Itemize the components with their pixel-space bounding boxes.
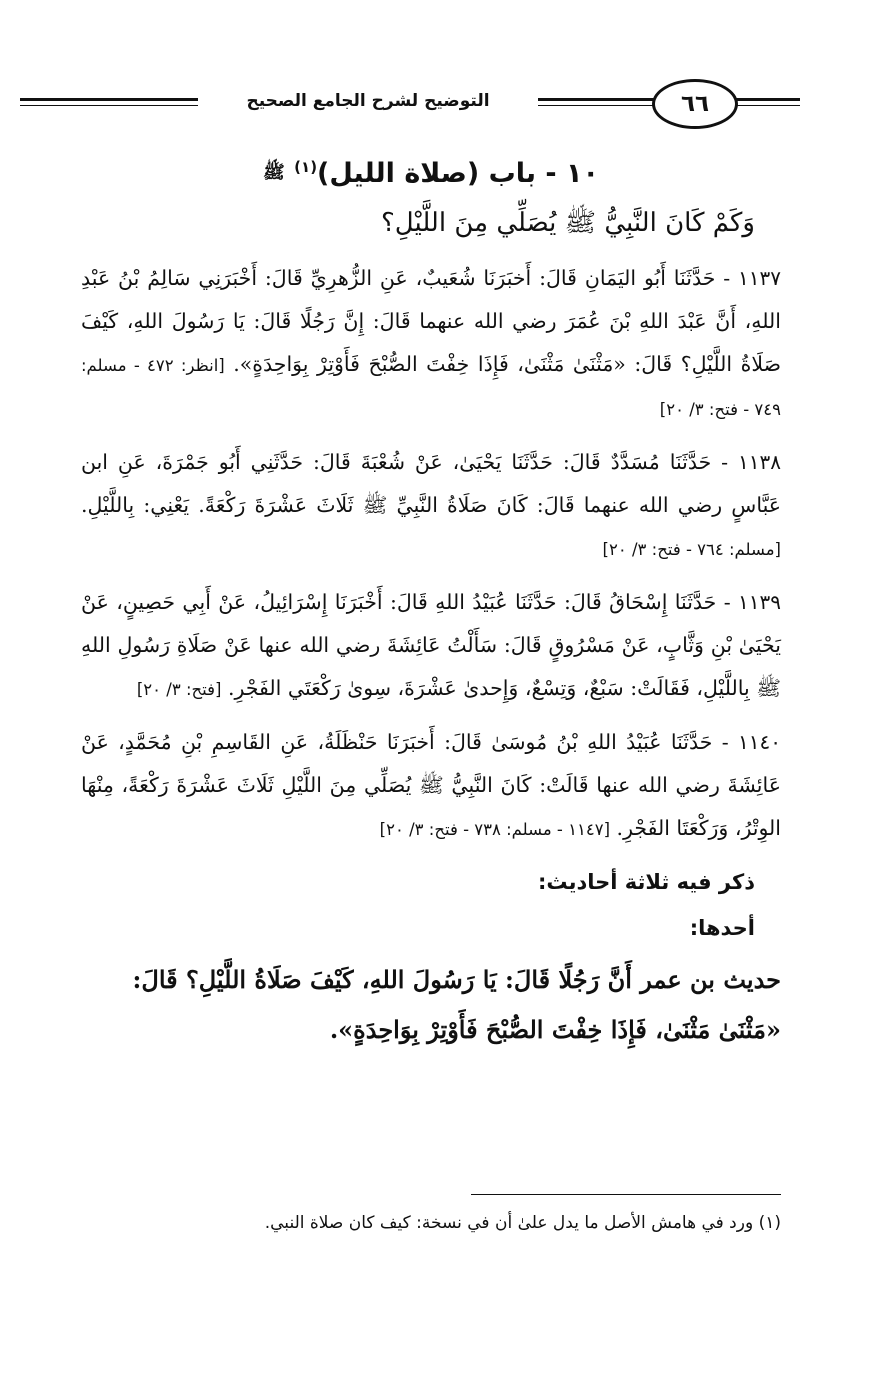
hadith-text: حَدَّثَنَا مُسَدَّدٌ قَالَ: حَدَّثَنَا يَحْيَىٰ، عَنْ شُعْبَةَ قَالَ: حَدَّثَنِي أَبُو جَمْرَةَ، عَنِ ابن عَبَّاسٍ رضي الله عنهما قَالَ: كَانَ صَلَاةُ النَّبِيِّ ﷺ ثَلَاثَ عَشْرَةَ رَكْعَةً. يَعْنِي: بِاللَّيْلِ. xyxy=(81,450,781,517)
header-rule-right-thin xyxy=(730,105,800,106)
commentary-intro: ذكر فيه ثلاثة أحاديث: xyxy=(537,870,755,894)
header-rule-right xyxy=(730,98,800,101)
page-body xyxy=(81,140,781,1055)
chapter-heading xyxy=(81,158,781,189)
hadith-number: ١١٣٩ xyxy=(738,590,781,614)
footnote-text: ورد في هامش الأصل ما يدل علىٰ أن في نسخة: كيف كان صلاة النبي. xyxy=(264,1213,754,1233)
hadith-number: ١١٣٧ xyxy=(738,266,781,290)
hadith-text: حَدَّثَنَا عُبَيْدُ اللهِ بْنُ مُوسَىٰ قَالَ: أَخبَرَنَا حَنْظَلَةُ، عَنِ القَاسِمِ بْنِ مُحَمَّدٍ، عَنْ عَائِشَةَ رضي الله عنها قَالَتْ: كَانَ النَّبِيُّ ﷺ يُصَلِّي مِنَ اللَّيْلِ ثَلَاثَ عَشْرَةَ رَكْعَةً، مِنْهَا الوِتْرُ، وَرَكْعَتَا الفَجْرِ. xyxy=(81,730,781,840)
page-number: ٦٦ xyxy=(680,91,710,117)
honorific-glyph: ﷺ xyxy=(263,162,285,183)
hadith-1137: ١١٣٧ - حَدَّثَنَا أَبُو اليَمَانِ قَالَ: أَخبَرَنَا شُعَيبٌ، عَنِ الزُّهرِيِّ قَالَ: أَخْبَرَنِي سَالِمُ بْنُ عَبْدِ اللهِ، أَنَّ عَبْدَ اللهِ بْنَ عُمَرَ رضي الله عنهما قَالَ: إِنَّ رَجُلًا قَالَ: يَا رَسُولَ اللهِ، كَيْفَ صَلَاةُ اللَّيْلِ؟ قَالَ: «مَثْنَىٰ مَثْنَىٰ، فَإِذَا خِفْتَ الصُّبْحَ فَأَوْتِرْ بِوَاحِدَةٍ». [انظر: ٤٧٢ - مسلم: ٧٤٩ - فتح: ٣/ ٢٠] xyxy=(81,266,781,419)
hadith-references: [انظر: ٤٧٢ - مسلم: ٧٤٩ - فتح: ٣/ ٢٠] xyxy=(81,356,781,419)
hadith-text: حَدَّثَنَا أَبُو اليَمَانِ قَالَ: أَخبَرَنَا شُعَيبٌ، عَنِ الزُّهرِيِّ قَالَ: أَخْبَرَنِي سَالِمُ بْنُ عَبْدِ اللهِ، أَنَّ عَبْدَ اللهِ بْنَ عُمَرَ رضي الله عنهما قَالَ: إِنَّ رَجُلًا قَالَ: يَا رَسُولَ اللهِ، كَيْفَ صَلَاةُ اللَّيْلِ؟ قَالَ: «مَثْنَىٰ مَثْنَىٰ، فَإِذَا خِفْتَ الصُّبْحَ فَأَوْتِرْ بِوَاحِدَةٍ». xyxy=(81,266,781,376)
hadith-references: [١١٤٧ - مسلم: ٧٣٨ - فتح: ٣/ ٢٠] xyxy=(379,820,611,839)
hadith-1140: ١١٤٠ - حَدَّثَنَا عُبَيْدُ اللهِ بْنُ مُوسَىٰ قَالَ: أَخبَرَنَا حَنْظَلَةُ، عَنِ القَاسِمِ بْنِ مُحَمَّدٍ، عَنْ عَائِشَةَ رضي الله عنها قَالَتْ: كَانَ النَّبِيُّ ﷺ يُصَلِّي مِنَ اللَّيْلِ ثَلَاثَ عَشْرَةَ رَكْعَةً، مِنْهَا الوِتْرُ، وَرَكْعَتَا الفَجْرِ. [١١٤٧ - مسلم: ٧٣٨ - فتح: ٣/ ٢٠] xyxy=(81,730,781,840)
hadith-references: [فتح: ٣/ ٢٠] xyxy=(136,680,222,699)
footnote-marker: (١) xyxy=(294,158,318,176)
chapter-title: ١٠ - باب (صلاة الليل) xyxy=(317,158,599,189)
chapter-subheading: وَكَمْ كَانَ النَّبِيُّ ﷺ يُصَلِّي مِنَ اللَّيْلِ؟ xyxy=(380,208,755,238)
page-number-frame xyxy=(652,79,738,129)
hadith-1139: ١١٣٩ - حَدَّثَنَا إِسْحَاقُ قَالَ: حَدَّثَنَا عُبَيْدُ اللهِ قَالَ: أَخْبَرَنَا إِسْرَائِيلُ، عَنْ أَبِي حَصِينٍ، عَنْ يَحْيَىٰ بْنِ وَثَّابٍ، عَنْ مَسْرُوقٍ قَالَ: سَأَلْتُ عَائِشَةَ رضي الله عنها عَنْ صَلَاةِ رَسُولِ اللهِ ﷺ بِاللَّيْلِ، فَقَالَتْ: سَبْعٌ، وَتِسْعٌ، وَإِحدىٰ عَشْرَةَ، سِوىٰ رَكْعَتَي الفَجْرِ. [فتح: ٣/ ٢٠] xyxy=(81,590,781,700)
running-header xyxy=(20,76,800,128)
footnote xyxy=(81,1208,781,1238)
commentary-first-label: أحدها: xyxy=(689,916,755,940)
hadith-1138: ١١٣٨ - حَدَّثَنَا مُسَدَّدٌ قَالَ: حَدَّثَنَا يَحْيَىٰ، عَنْ شُعْبَةَ قَالَ: حَدَّثَنِي أَبُو جَمْرَةَ، عَنِ ابن عَبَّاسٍ رضي الله عنهما قَالَ: كَانَ صَلَاةُ النَّبِيِّ ﷺ ثَلَاثَ عَشْرَةَ رَكْعَةً. يَعْنِي: بِاللَّيْلِ. [مسلم: ٧٦٤ - فتح: ٣/ ٢٠] xyxy=(81,450,781,559)
hadith-number: ١١٤٠ xyxy=(738,730,781,754)
hadith-number: ١١٣٨ xyxy=(738,450,781,474)
commentary-quote: حديث بن عمر أَنَّ رَجُلًا قَالَ: يَا رَسُولَ اللهِ، كَيْفَ صَلَاةُ اللَّيْلِ؟ قَالَ: «مَثْنَىٰ مَثْنَىٰ، فَإِذَا خِفْتَ الصُّبْحَ فَأَوْتِرْ بِوَاحِدَةٍ». xyxy=(132,965,781,1044)
hadith-text: حَدَّثَنَا إِسْحَاقُ قَالَ: حَدَّثَنَا عُبَيْدُ اللهِ قَالَ: أَخْبَرَنَا إِسْرَائِيلُ، عَنْ أَبِي حَصِينٍ، عَنْ يَحْيَىٰ بْنِ وَثَّابٍ، عَنْ مَسْرُوقٍ قَالَ: سَأَلْتُ عَائِشَةَ رضي الله عنها عَنْ صَلَاةِ رَسُولِ اللهِ ﷺ بِاللَّيْلِ، فَقَالَتْ: سَبْعٌ، وَتِسْعٌ، وَإِحدىٰ عَشْرَةَ، سِوىٰ رَكْعَتَي الفَجْرِ. xyxy=(81,590,781,700)
running-title: التوضيح لشرح الجامع الصحيح xyxy=(198,88,538,114)
footnote-separator xyxy=(471,1194,781,1195)
footnote-number: (١) xyxy=(758,1213,781,1233)
hadith-references: [مسلم: ٧٦٤ - فتح: ٣/ ٢٠] xyxy=(602,540,781,559)
